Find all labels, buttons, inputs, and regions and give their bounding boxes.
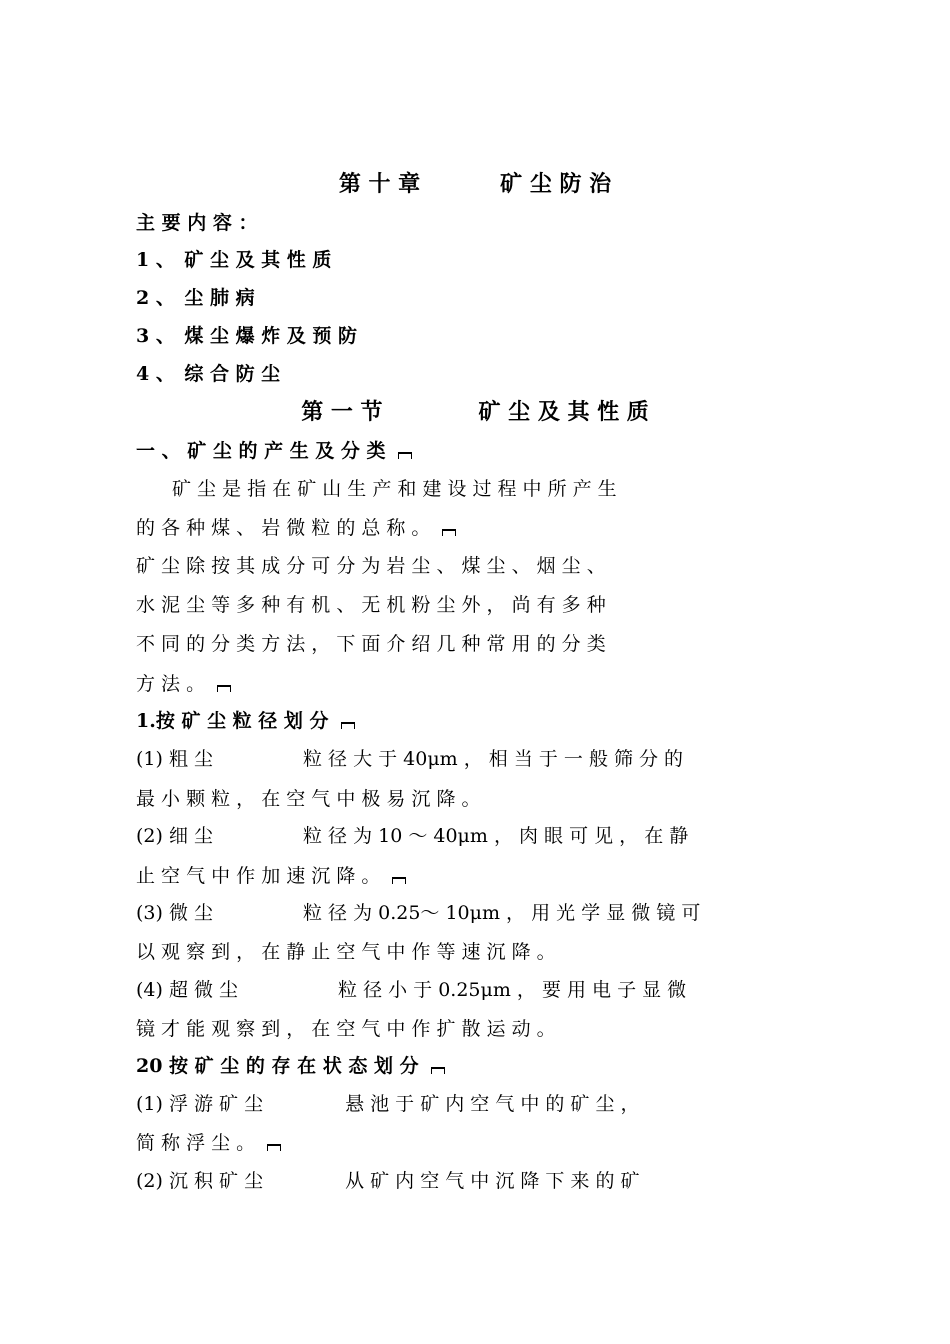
part1-heading: 一 、 矿 尘 的 产 生 及 分 类: [136, 439, 412, 463]
return-mark-icon: [431, 1067, 445, 1074]
chapter-number: 第 十 章: [338, 171, 421, 197]
section-number: 第 一 节: [301, 399, 383, 425]
section-name: 矿 尘 及 其 性 质: [478, 399, 649, 425]
section-title: [0, 400, 950, 424]
classification-line-2: 水 泥 尘 等 多 种 有 机 、 无 机 粉 尘 外 ， 尚 有 多 种: [136, 594, 606, 616]
size-item-label: (3) 微 尘: [136, 902, 213, 924]
size-item-2-line-2: 止 空 气 中 作 加 速 沉 降 。: [136, 864, 406, 888]
size-heading: 1.按 矿 尘 粒 径 划 分: [136, 709, 355, 733]
size-item-1-line-2: 最 小 颗 粒 ， 在 空 气 中 极 易 沉 降 。: [136, 788, 481, 810]
chapter-name: 矿 尘 防 治: [500, 171, 612, 197]
contents-item-2: 2 、 尘 肺 病: [136, 287, 255, 309]
contents-item-1: 1 、 矿 尘 及 其 性 质: [136, 249, 332, 271]
classification-line-4: 方 法 。: [136, 672, 231, 696]
contents-item-4: 4 、 综 合 防 尘: [136, 363, 281, 385]
state-item-2-line-1: (2) 沉 积 矿 尘 从 矿 内 空 气 中 沉 降 下 来 的 矿: [136, 1170, 640, 1192]
return-mark-icon: [398, 452, 412, 459]
chapter-title: [0, 172, 950, 196]
state-heading: 20 按 矿 尘 的 存 在 状 态 划 分: [136, 1054, 445, 1078]
definition-line-1: 矿 尘 是 指 在 矿 山 生 产 和 建 设 过 程 中 所 产 生: [172, 478, 617, 500]
classification-line-3: 不 同 的 分 类 方 法 ， 下 面 介 绍 几 种 常 用 的 分 类: [136, 633, 606, 655]
state-item-1-line-1: (1) 浮 游 矿 尘 悬 池 于 矿 内 空 气 中 的 矿 尘 ，: [136, 1093, 640, 1115]
return-mark-icon: [442, 529, 456, 536]
size-item-label: (1) 粗 尘: [136, 748, 213, 770]
return-mark-icon: [267, 1144, 281, 1151]
contents-item-3: 3 、 煤 尘 爆 炸 及 预 防: [136, 325, 358, 347]
size-item-1-line-1: (1) 粗 尘 粒 径 大 于 40μm ， 相 当 于 一 般 筛 分 的: [136, 748, 684, 770]
size-item-3-line-1: (3) 微 尘 粒 径 为 0.25～ 10μm ， 用 光 学 显 微 镜 可: [136, 902, 701, 924]
return-mark-icon: [392, 877, 406, 884]
state-item-label: (2) 沉 积 矿 尘: [136, 1170, 264, 1192]
return-mark-icon: [217, 685, 231, 692]
size-item-label: (2) 细 尘: [136, 825, 213, 847]
state-item-label: (1) 浮 游 矿 尘: [136, 1093, 264, 1115]
size-item-2-line-1: (2) 细 尘 粒 径 为 10 ～ 40μm ， 肉 眼 可 见 ， 在 静: [136, 825, 689, 847]
classification-line-1: 矿 尘 除 按 其 成 分 可 分 为 岩 尘 、 煤 尘 、 烟 尘 、: [136, 555, 606, 577]
size-item-4-line-1: (4) 超 微 尘 粒 径 小 于 0.25μm ， 要 用 电 子 显 微: [136, 979, 687, 1001]
state-item-1-line-2: 简 称 浮 尘 。: [136, 1131, 281, 1155]
definition-line-2: 的 各 种 煤 、 岩 微 粒 的 总 称 。: [136, 516, 456, 540]
return-mark-icon: [341, 722, 355, 729]
size-item-3-line-2: 以 观 察 到 ， 在 静 止 空 气 中 作 等 速 沉 降 。: [136, 941, 556, 963]
size-item-label: (4) 超 微 尘: [136, 979, 239, 1001]
contents-heading: 主 要 内 容 ：: [136, 212, 258, 234]
size-item-4-line-2: 镜 才 能 观 察 到 ， 在 空 气 中 作 扩 散 运 动 。: [136, 1018, 556, 1040]
